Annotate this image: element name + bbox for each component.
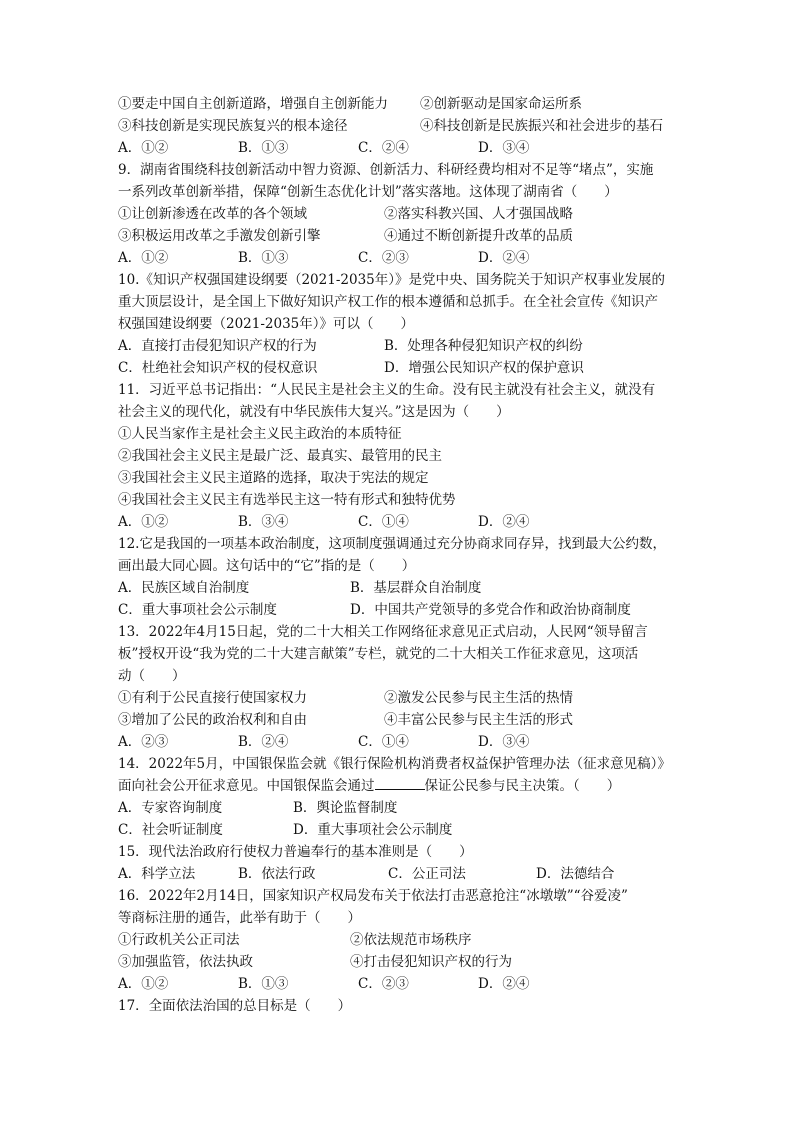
q10-options-row-2 — [118, 357, 678, 379]
q16-option-d: D．②④ — [478, 976, 530, 992]
q14-option-a: A．专家咨询制度 — [118, 800, 223, 816]
q13-stem-line-1: 13．2022年4月15日起，党的二十大相关工作网络征求意见正式启动，人民网“领导留言 — [118, 624, 648, 640]
q11-statement-3: ③我国社会主义民主道路的选择，取决于宪法的规定 — [118, 470, 429, 486]
q10-option-c: C．杜绝社会知识产权的侵权意识 — [118, 360, 318, 376]
q11-option-d: D．②④ — [478, 514, 530, 530]
q12-options-row-2 — [118, 599, 678, 621]
q13-statement-1: ①有利于公民直接行使国家权力 — [118, 690, 307, 706]
q15-option-a: A．科学立法 — [118, 866, 196, 882]
q14-option-b: B．舆论监督制度 — [293, 800, 398, 816]
q9-statement-1: ①让创新渗透在改革的各个领域 — [118, 206, 307, 222]
q9-statement-row-2 — [118, 225, 678, 247]
q16-statement-1: ①行政机关公正司法 — [118, 932, 240, 948]
q11-option-c: C．①④ — [358, 514, 409, 530]
q13-stem-line-3: 动（ ） — [118, 668, 186, 684]
q13-options — [118, 731, 678, 753]
q10-options-row-1 — [118, 335, 678, 357]
q10-option-b: B．处理各种侵犯知识产权的纠纷 — [384, 338, 583, 354]
q11-statement-1: ①人民当家作主是社会主义民主政治的本质特征 — [118, 426, 402, 442]
q14-stem-part-1: 面向社会公开征求意见。中国银保监会通过 — [118, 778, 375, 794]
q13-statement-4: ④丰富公民参与民主生活的形式 — [384, 712, 573, 728]
q12-option-b: B．基层群众自治制度 — [350, 580, 482, 596]
q10-stem-line-2: 重大顶层设计，是全国上下做好知识产权工作的根本遵循和总抓手。在全社会宣传《知识产 — [118, 294, 658, 310]
q11-stem-line-2: 社会主义的现代化，就没有中华民族伟大复兴。”这是因为（ ） — [118, 404, 510, 420]
q10-stem-line-1: 10.《知识产权强国建设纲要（2021-2035年）》是党中央、国务院关于知识产权事业发展的 — [118, 272, 665, 288]
q12-option-c: C．重大事项社会公示制度 — [118, 602, 277, 618]
q14-options-row-2 — [118, 819, 678, 841]
q16-stem-line-1: 16．2022年2月14日，国家知识产权局发布关于依法打击恶意抢注“冰墩墩”“谷爱凌” — [118, 888, 628, 904]
q15-options — [118, 863, 678, 885]
q13-option-d: D．③④ — [478, 734, 530, 750]
q16-stem-line-2: 等商标注册的通告，此举有助于（ ） — [118, 910, 361, 926]
q16-statement-row-2 — [118, 951, 678, 973]
q8-statement-row-1 — [118, 93, 678, 115]
q8-option-a: A．①② — [118, 140, 169, 156]
q9-stem-line-1: 9．湖南省围绕科技创新活动中智力资源、创新活力、科研经费均相对不足等“堵点”，实施 — [118, 162, 654, 178]
q9-option-a: A．①② — [118, 250, 169, 266]
q16-option-c: C．②③ — [358, 976, 409, 992]
q10-stem-line-3: 权强国建设纲要（2021-2035年）》可以（ ） — [118, 316, 415, 332]
q14-options-row-1 — [118, 797, 678, 819]
q9-option-d: D．②④ — [478, 250, 530, 266]
q8-option-b: B．①③ — [238, 140, 289, 156]
q8-option-c: C．②④ — [358, 140, 409, 156]
q14-option-c: C．社会听证制度 — [118, 822, 223, 838]
q13-statement-2: ②激发公民参与民主生活的热情 — [384, 690, 573, 706]
q11-option-a: A．①② — [118, 514, 169, 530]
q14-stem-line-2 — [118, 775, 678, 797]
q16-statement-2: ②依法规范市场秩序 — [350, 932, 472, 948]
q13-statement-row-1 — [118, 687, 678, 709]
q13-stem-line-2: 板”授权开设“我为党的二十大建言献策”专栏，就党的二十大相关工作征求意见，这项活 — [118, 646, 639, 662]
q13-option-a: A．②③ — [118, 734, 169, 750]
q9-option-c: C．②③ — [358, 250, 409, 266]
q12-options-row-1 — [118, 577, 678, 599]
q11-statement-2: ②我国社会主义民主是最广泛、最真实、最管用的民主 — [118, 448, 442, 464]
q8-statement-3: ③科技创新是实现民族复兴的根本途径 — [118, 118, 348, 134]
q15-option-b: B．依法行政 — [238, 866, 316, 882]
q13-option-b: B．②④ — [238, 734, 289, 750]
q16-options — [118, 973, 678, 995]
q8-option-d: D．③④ — [478, 140, 530, 156]
q15-option-c: C．公正司法 — [388, 866, 466, 882]
q9-options — [118, 247, 678, 269]
fill-in-blank — [375, 775, 425, 790]
q9-statement-2: ②落实科教兴国、人才强国战略 — [384, 206, 573, 222]
q17-stem-line-1: 17．全面依法治国的总目标是（ ） — [118, 998, 352, 1014]
q9-stem-line-2: 一系列改革创新举措，保障“创新生态优化计划”落实落地。这体现了湖南省（ ） — [118, 184, 618, 200]
q9-option-b: B．①③ — [238, 250, 289, 266]
q14-option-d: D．重大事项社会公示制度 — [293, 822, 453, 838]
q16-statement-4: ④打击侵犯知识产权的行为 — [350, 954, 512, 970]
q16-option-a: A．①② — [118, 976, 169, 992]
q16-option-b: B．①③ — [238, 976, 289, 992]
q13-option-c: C．①④ — [358, 734, 409, 750]
q9-statement-row-1 — [118, 203, 678, 225]
q8-options — [118, 137, 678, 159]
q10-option-d: D．增强公民知识产权的保护意识 — [384, 360, 584, 376]
q9-statement-3: ③积极运用改革之手激发创新引擎 — [118, 228, 321, 244]
q8-statement-4: ④科技创新是民族振兴和社会进步的基石 — [420, 118, 663, 134]
q12-option-a: A．民族区域自治制度 — [118, 580, 250, 596]
q10-option-a: A．直接打击侵犯知识产权的行为 — [118, 338, 317, 354]
q12-stem-line-1: 12.它是我国的一项基本政治制度，这项制度强调通过充分协商求同存异，找到最大公约数， — [118, 536, 666, 552]
q8-statement-1: ①要走中国自主创新道路，增强自主创新能力 — [118, 96, 388, 112]
q8-statement-row-2 — [118, 115, 678, 137]
question-block — [118, 93, 678, 1017]
q16-statement-3: ③加强监管，依法执政 — [118, 954, 253, 970]
q8-statement-2: ②创新驱动是国家命运所系 — [420, 96, 582, 112]
q14-stem-part-2: 保证公民参与民主决策。（ ） — [424, 778, 621, 794]
q9-statement-4: ④通过不断创新提升改革的品质 — [384, 228, 573, 244]
q16-statement-row-1 — [118, 929, 678, 951]
q12-option-d: D．中国共产党领导的多党合作和政治协商制度 — [350, 602, 631, 618]
q11-statement-4: ④我国社会主义民主有选举民主这一特有形式和独特优势 — [118, 492, 456, 508]
q11-option-b: B．③④ — [238, 514, 289, 530]
q11-stem-line-1: 11．习近平总书记指出：“人民民主是社会主义的生命。没有民主就没有社会主义，就没有 — [118, 382, 656, 398]
q11-options — [118, 511, 678, 533]
q14-stem-line-1: 14．2022年5月，中国银保监会就《银行保险机构消费者权益保护管理办法（征求意见稿）》 — [118, 756, 671, 772]
q15-stem-line-1: 15．现代法治政府行使权力普遍奉行的基本准则是（ ） — [118, 844, 473, 860]
q15-option-d: D．法德结合 — [536, 866, 615, 882]
q12-stem-line-2: 画出最大同心圆。这句话中的“它”指的是（ ） — [118, 558, 416, 574]
q13-statement-row-2 — [118, 709, 678, 731]
q13-statement-3: ③增加了公民的政治权利和自由 — [118, 712, 307, 728]
